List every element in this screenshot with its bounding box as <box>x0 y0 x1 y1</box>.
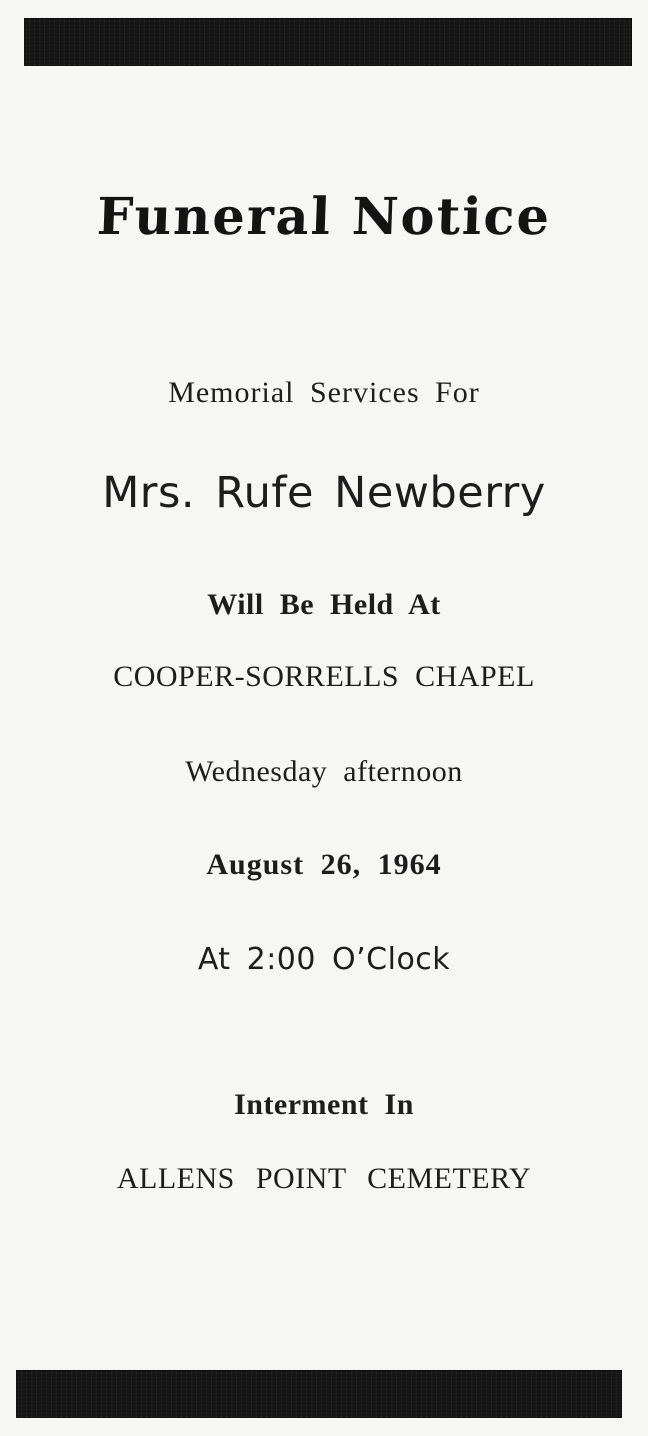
memorial-services-line: Memorial Services For <box>168 376 480 409</box>
notice-title: Funeral Notice <box>95 187 553 247</box>
service-location-intro: Will Be Held At <box>207 588 441 621</box>
deceased-name: Mrs. Rufe Newberry <box>102 468 546 518</box>
service-day: Wednesday afternoon <box>185 755 463 788</box>
service-date: August 26, 1964 <box>206 848 442 881</box>
service-time: At 2:00 O’Clock <box>197 942 451 977</box>
cemetery-name: ALLENS POINT CEMETERY <box>116 1162 532 1195</box>
interment-intro: Interment In <box>234 1088 414 1121</box>
top-black-border-bar <box>24 18 632 66</box>
chapel-name: COOPER-SORRELLS CHAPEL <box>113 660 535 693</box>
bottom-black-border-bar <box>16 1370 622 1418</box>
